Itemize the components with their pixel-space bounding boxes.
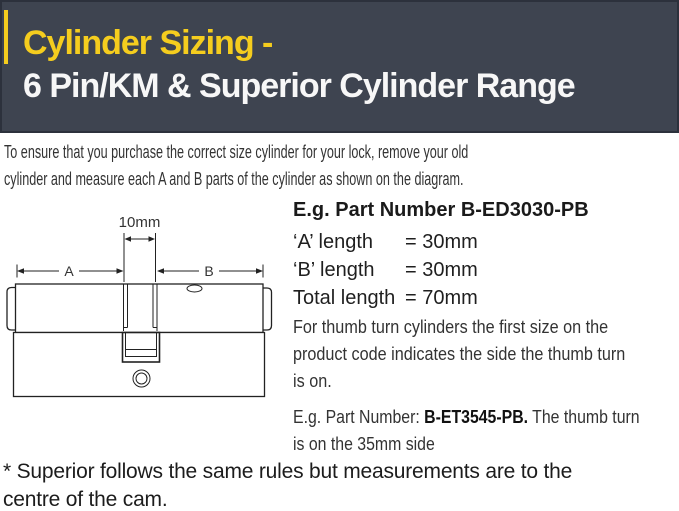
superior-footnote-line: * Superior follows the same rules but measurements are to the xyxy=(3,460,573,483)
screw-hole-oval xyxy=(187,285,202,292)
thumb-turn-example xyxy=(293,404,640,458)
sizing-row-total xyxy=(293,284,478,312)
dimension-a-arrow xyxy=(17,263,124,279)
superior-footnote-line: centre of the cam. xyxy=(3,488,168,511)
thumb-turn-example-line2: is on the 35mm side xyxy=(293,434,435,454)
cylinder-left-cap xyxy=(7,288,16,331)
intro-line: cylinder and measure each A and B parts of the cylinder as shown on the diagram. xyxy=(4,169,464,189)
sizing-row-label: ‘A’ length xyxy=(293,231,374,253)
dimension-b-label: B xyxy=(204,263,214,279)
width-dimension-label: 10mm xyxy=(118,214,161,231)
example-prefix: E.g. Part Number: xyxy=(293,407,425,427)
thumb-turn-note-line: For thumb turn cylinders the first size on the xyxy=(293,317,609,337)
cylinder-right-cap xyxy=(263,288,272,330)
thumb-turn-example-line1 xyxy=(293,404,640,431)
intro-line: To ensure that you purchase the correct size cylinder for your lock, remove your old xyxy=(4,142,469,162)
sizing-row-value: = 70mm xyxy=(405,287,478,309)
sizing-row-value: = 30mm xyxy=(405,259,478,281)
dimension-a-label: A xyxy=(64,263,74,279)
header-banner xyxy=(0,0,679,133)
sizing-row-b xyxy=(293,256,478,284)
example-part-number: B-ET3545-PB. xyxy=(424,407,529,427)
cylinder-body xyxy=(7,284,272,397)
page-title-line1: Cylinder Sizing - xyxy=(23,24,273,62)
cylinder-top-section xyxy=(16,284,264,333)
sizing-row-label: Total length xyxy=(293,287,396,309)
sizing-row-value: = 30mm xyxy=(405,231,478,253)
thumb-turn-note-line: product code indicates the side the thumb turn xyxy=(293,344,626,364)
example-suffix: The thumb turn xyxy=(528,407,640,427)
width-dimension-arrow xyxy=(125,236,156,241)
sizing-row-a xyxy=(293,228,478,256)
fixing-hole-outer xyxy=(133,370,150,387)
intro-paragraph xyxy=(4,139,468,193)
dimension-b-arrow xyxy=(157,263,263,279)
sizing-table xyxy=(293,228,478,312)
superior-footnote xyxy=(3,458,572,511)
thumb-turn-note xyxy=(293,314,625,395)
header-accent-bar xyxy=(4,10,8,64)
cylinder-cam xyxy=(123,333,160,363)
sizing-row-label: ‘B’ length xyxy=(293,259,375,281)
fixing-hole-inner xyxy=(136,373,147,384)
thumb-turn-note-line: is on. xyxy=(293,371,332,391)
part-number-heading: E.g. Part Number B-ED3030-PB xyxy=(293,199,589,221)
page-title-line2: 6 Pin/KM & Superior Cylinder Range xyxy=(23,67,575,105)
cylinder-cam-slot xyxy=(124,285,158,332)
cylinder-bottom-section xyxy=(14,333,265,397)
